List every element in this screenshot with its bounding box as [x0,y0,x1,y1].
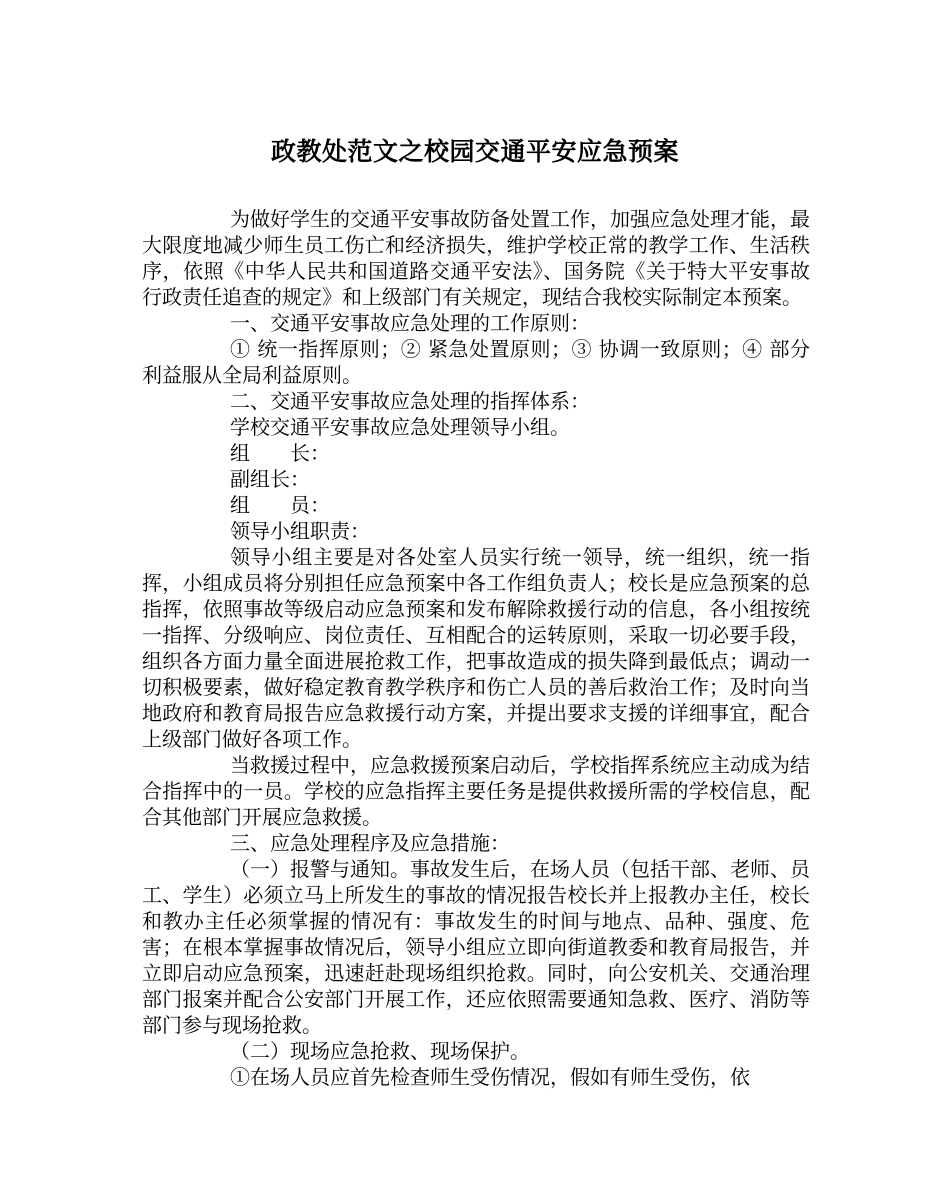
paragraph-leading-group: 学校交通平安事故应急处理领导小组。 [230,415,570,439]
heading-section-1: 一、交通平安事故应急处理的工作原则： [230,311,590,335]
field-group-leader: 组 长： [230,441,330,465]
heading-on-site-rescue: （二）现场应急抢救、现场保护。 [230,1039,530,1063]
heading-section-3: 三、应急处理程序及应急措施： [230,831,510,855]
heading-group-duties: 领导小组职责： [230,519,370,543]
field-deputy-leader: 副组长： [230,467,310,491]
document-title: 政教处范文之校园交通平安应急预案 [270,137,679,166]
field-group-members: 组 员： [230,493,330,517]
paragraph-intro: 为做好学生的交通平安事故防备处置工作，加强应急处理才能，最大限度地减少师生员工伤亡和经济损失，维护学校正常的教学工作、生活秩序，依照《中华人民共和国道路交通平安法》、国务院《关于特大平安事故行政责任追查的规定》和上级部门有关规定，现结合我校实际制定本预案。 [142,207,810,309]
heading-section-2: 二、交通平安事故应急处理的指挥体系： [230,389,590,413]
paragraph-alarm-notice: （一）报警与通知。事故发生后，在场人员（包括干部、老师、员工、学生）必须立马上所发生的事故的情况报告校长并上报教办主任，校长和教办主任必须掌握的情况有：事故发生的时间与地点、品种、强度、危害；在根本掌握事故情况后，领导小组应立即向街道教委和教育局报告，并立即启动应急预案，迅速赶赴现场组织抢救。同时，向公安机关、交通治理部门报案并配合公安部门开展工作，还应依照需要通知急救、医疗、消防等部门参与现场抢救。 [142,857,810,1037]
document-body [142,206,810,1090]
paragraph-principles: ① 统一指挥原则；② 紧急处置原则；③ 协调一致原则；④ 部分利益服从全局利益原则。 [142,337,810,387]
paragraph-group-duties: 领导小组主要是对各处室人员实行统一领导，统一组织，统一指挥，小组成员将分别担任应急预案中各工作组负责人；校长是应急预案的总指挥，依照事故等级启动应急预案和发布解除救援行动的信息，各小组按统一指挥、分级响应、岗位责任、互相配合的运转原则，采取一切必要手段，组织各方面力量全面进展抢救工作，把事故造成的损失降到最低点；调动一切积极要素，做好稳定教育教学秩序和伤亡人员的善后救治工作；及时向当地政府和教育局报告应急救援行动方案，并提出要求支援的详细事宜，配合上级部门做好各项工作。 [142,545,810,751]
paragraph-check-injuries: ①在场人员应首先检查师生受伤情况，假如有师生受伤，依 [230,1065,750,1089]
paragraph-rescue-process: 当救援过程中，应急救援预案启动后，学校指挥系统应主动成为结合指挥中的一员。学校的应急指挥主要任务是提供救援所需的学校信息，配合其他部门开展应急救援。 [142,753,810,829]
